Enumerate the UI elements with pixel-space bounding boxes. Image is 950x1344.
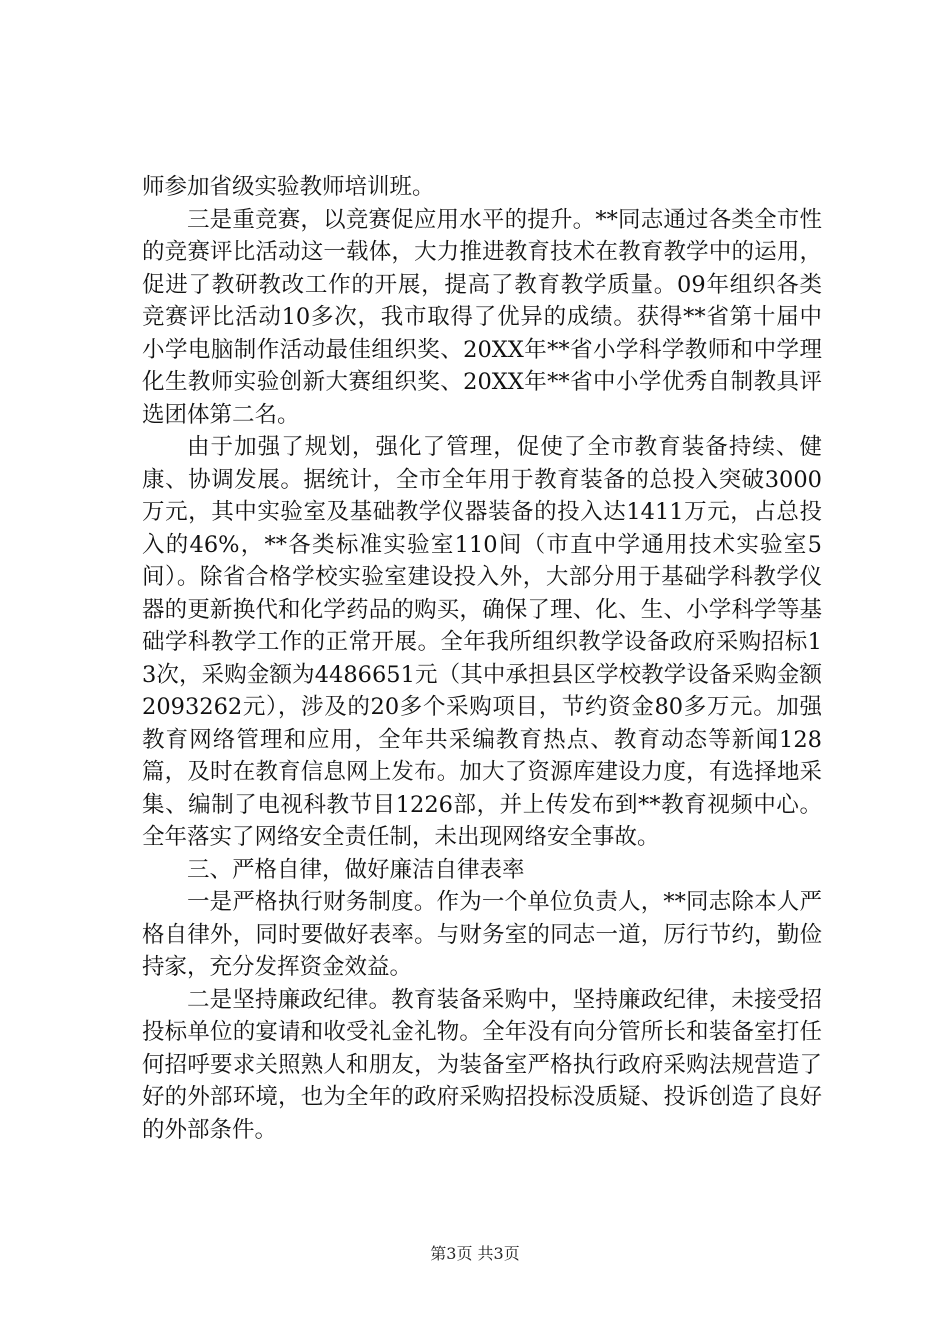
document-body [142, 171, 822, 1146]
paragraph-financial-system: 一是严格执行财务制度。作为一个单位负责人，**同志除本人严格自律外，同时要做好表率。与财务室的同志一道，厉行节约，勤俭持家，充分发挥资金效益。 [142, 889, 822, 980]
paragraph-competitions: 三是重竞赛，以竞赛促应用水平的提升。**同志通过各类全市性的竞赛评比活动这一载体，大力推进教育技术在教育教学中的运用，促进了教研教改工作的开展，提高了教育教学质量。09年组织各类竞赛评比活动10多次，我市取得了优异的成绩。获得**省第十届中小学电脑制作活动最佳组织奖、20XX年**省小学科学教师和中学理化生教师实验创新大赛组织奖、20XX年**省中小学优秀自制教具评选团体第二名。 [142, 206, 822, 428]
section-heading-self-discipline: 三、严格自律，做好廉洁自律表率 [187, 856, 525, 883]
paragraph-equipment-investment: 由于加强了规划，强化了管理，促使了全市教育装备持续、健康、协调发展。据统计，全市全年用于教育装备的总投入突破3000万元，其中实验室及基础教学仪器装备的投入达1411万元，占总投入的46%，**各类标准实验室110间（市直中学通用技术实验室5间）。除省合格学校实验室建设投入外，大部分用于基础学科教学仪器的更新换代和化学药品的购买，确保了理、化、生、小学科学等基础学科教学工作的正常开展。全年我所组织教学设备政府采购招标13次，采购金额为4486651元（其中承担县区学校教学设备采购金额2093262元），涉及的20多个采购项目，节约资金80多万元。加强教育网络管理和应用，全年共采编教育热点、教育动态等新闻128篇，及时在教育信息网上发布。加大了资源库建设力度，有选择地采集、编制了电视科教节目1226部，并上传发布到**教育视频中心。全年落实了网络安全责任制，未出现网络安全事故。 [142, 434, 822, 850]
paragraph-continuation: 师参加省级实验教师培训班。 [142, 174, 435, 200]
paragraph-integrity-discipline: 二是坚持廉政纪律。教育装备采购中，坚持廉政纪律，未接受招投标单位的宴请和收受礼金礼物。全年没有向分管所长和装备室打任何招呼要求关照熟人和朋友，为装备室严格执行政府采购法规营造了好的外部环境，也为全年的政府采购招投标没质疑、投诉创造了良好的外部条件。 [142, 986, 822, 1143]
page-number-footer: 第3页 共3页 [430, 1244, 520, 1263]
